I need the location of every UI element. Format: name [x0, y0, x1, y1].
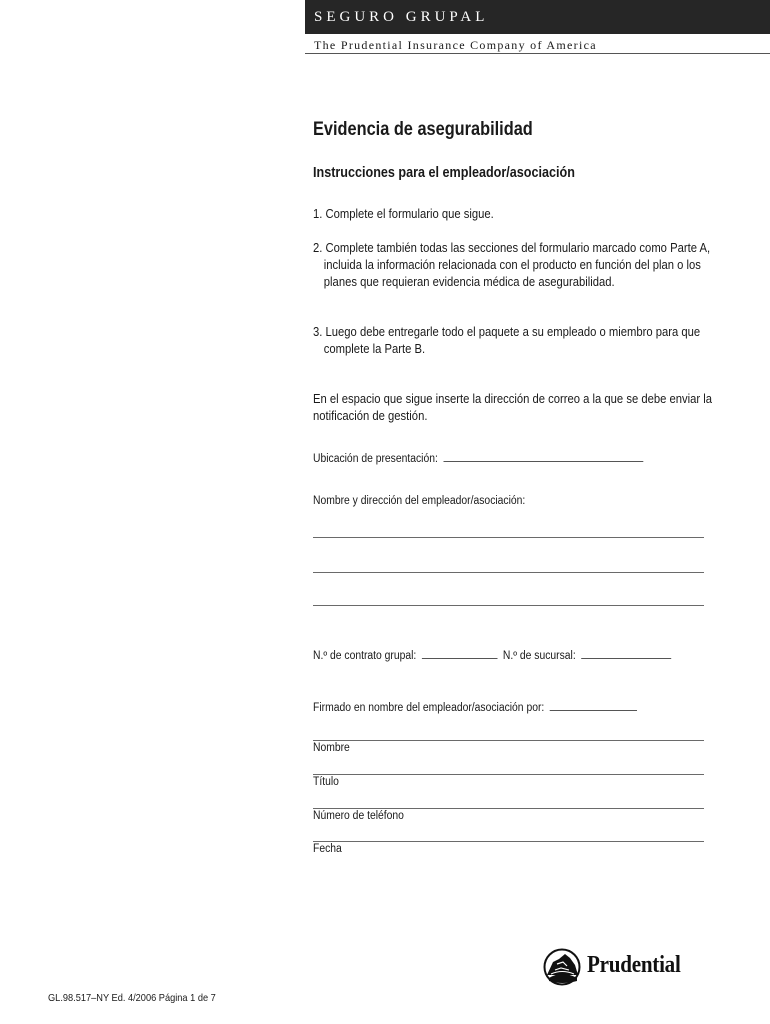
signed-by-label: Firmado en nombre del empleador/asociación por: — [313, 702, 545, 714]
prudential-rock-icon — [543, 948, 581, 986]
form-code: GL.98.517–NY Ed. 4/2006 Página 1 de 7 — [48, 992, 216, 1004]
company-name: The Prudential Insurance Company of America — [314, 38, 597, 52]
date-input-line[interactable] — [313, 841, 704, 842]
name-input-line[interactable] — [313, 740, 704, 741]
step-number: 3. — [313, 325, 323, 339]
prudential-logo — [543, 946, 713, 988]
step-number: 2. — [313, 241, 323, 255]
date-label: Fecha — [313, 843, 342, 855]
contract-label: N.º de contrato grupal: — [313, 650, 417, 662]
phone-label: Número de teléfono — [313, 810, 404, 822]
document-title: Evidencia de asegurabilidad — [313, 119, 533, 140]
address-instruction: En el espacio que sigue inserte la dirección de correo a la que se debe enviar la notificación de gestión. — [313, 392, 713, 423]
branch-input-line[interactable] — [581, 648, 671, 659]
header-divider — [305, 53, 770, 54]
logo-text: Prudential — [587, 952, 681, 978]
phone-input-line[interactable] — [313, 808, 704, 809]
name-label: Nombre — [313, 742, 350, 754]
header-title: SEGURO GRUPAL — [314, 9, 489, 25]
signed-by-input-line[interactable] — [550, 700, 637, 711]
step-number: 1. — [313, 207, 323, 221]
instruction-step-2 — [313, 240, 727, 291]
title-input-line[interactable] — [313, 774, 704, 775]
contract-input-line[interactable] — [422, 648, 498, 659]
instruction-step-1 — [313, 206, 727, 223]
step-text: Complete también todas las secciones del formulario marcado como Parte A, incluida la información relacionada con el producto en función del plan o los planes que requieran evidencia médica de asegurabilidad. — [323, 241, 711, 289]
employer-address-line-2[interactable] — [313, 572, 704, 573]
employer-label: Nombre y dirección del empleador/asociación: — [313, 495, 526, 507]
employer-address-line-3[interactable] — [313, 605, 704, 606]
location-label: Ubicación de presentación: — [313, 453, 438, 465]
header-bar — [305, 0, 770, 34]
contract-branch-row — [313, 648, 671, 662]
instruction-step-3 — [313, 324, 727, 358]
signed-by-row — [313, 700, 637, 714]
document-subtitle: Instrucciones para el empleador/asociación — [313, 164, 575, 181]
branch-label: N.º de sucursal: — [502, 650, 576, 662]
title-label: Título — [313, 776, 339, 788]
location-field-row — [313, 451, 643, 465]
step-text: Luego debe entregarle todo el paquete a su empleado o miembro para que complete la Parte B. — [323, 325, 701, 356]
location-input-line[interactable] — [443, 451, 643, 462]
employer-address-line-1[interactable] — [313, 537, 704, 538]
step-text: Complete el formulario que sigue. — [325, 207, 494, 221]
